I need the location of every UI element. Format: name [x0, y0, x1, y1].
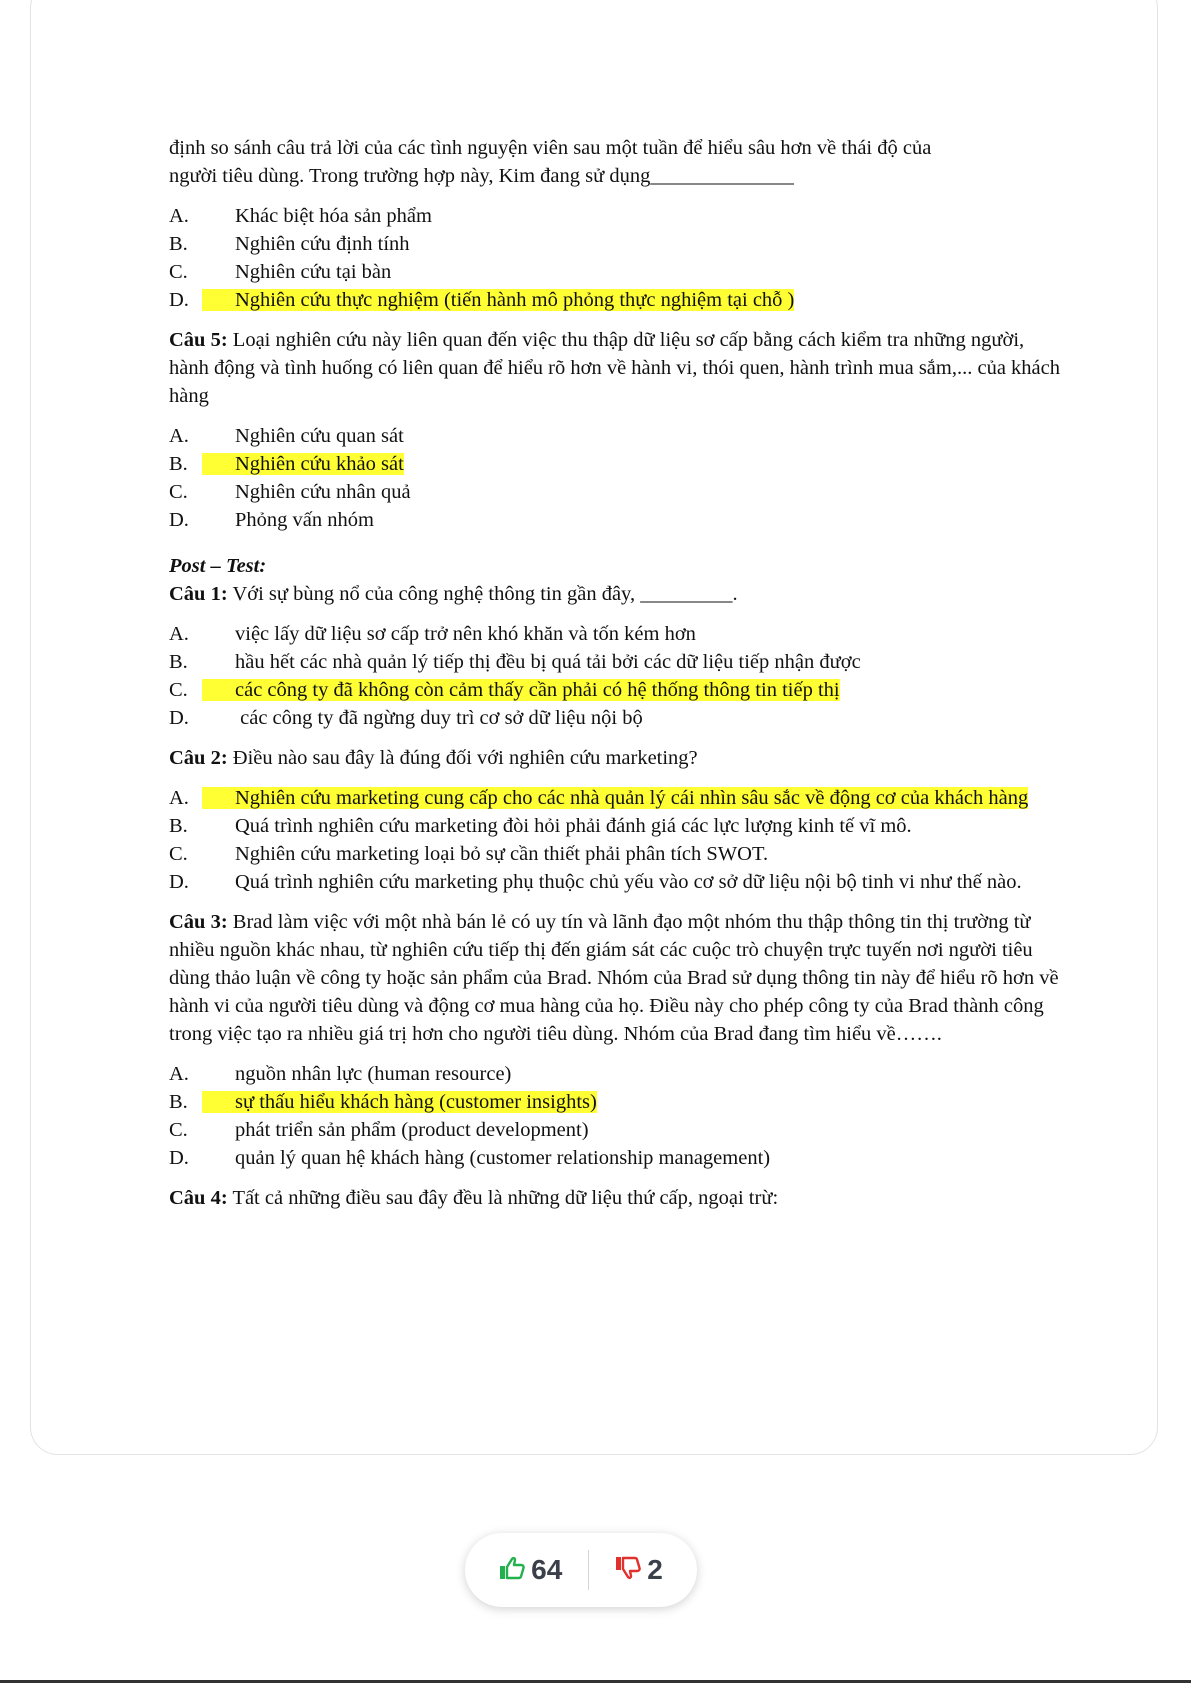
option-text: việc lấy dữ liệu sơ cấp trở nên khó khăn và tốn kém hơn	[235, 623, 696, 645]
document-text	[169, 134, 1069, 1212]
option-text: quản lý quan hệ khách hàng (customer relationship management)	[235, 1147, 771, 1169]
q4-options	[169, 202, 1069, 314]
pt-q3-options	[169, 1060, 1069, 1172]
q5-label: Câu 5:	[169, 329, 228, 351]
answer-option	[169, 230, 1069, 258]
answer-option	[169, 286, 1069, 314]
answer-option	[169, 784, 1069, 812]
option-letter: C.	[169, 1119, 188, 1141]
option-letter: B.	[169, 233, 188, 255]
option-letter: C.	[169, 481, 188, 503]
option-text: nguồn nhân lực (human resource)	[235, 1063, 512, 1085]
option-letter: C.	[169, 679, 188, 701]
dislike-button[interactable]	[615, 1554, 663, 1586]
q5-options	[169, 422, 1069, 534]
option-text: Quá trình nghiên cứu marketing phụ thuộc chủ yếu vào cơ sở dữ liệu nội bộ tinh vi như thế nào.	[235, 871, 1022, 893]
thumbs-up-icon	[499, 1556, 525, 1585]
answer-option	[169, 450, 1069, 478]
option-letter: A.	[169, 425, 189, 447]
pt-q2-question	[169, 744, 1069, 772]
option-text: Nghiên cứu marketing loại bỏ sự cần thiết phải phân tích SWOT.	[235, 843, 769, 865]
option-letter: A.	[169, 787, 189, 809]
option-text: các công ty đã không còn cảm thấy cần phải có hệ thống thông tin tiếp thị	[235, 679, 840, 701]
intro-line-2: người tiêu dùng. Trong trường hợp này, Kim đang sử dụng______________	[169, 165, 794, 187]
like-button[interactable]	[499, 1554, 562, 1586]
pt-q3-text: Brad làm việc với một nhà bán lẻ có uy tín và lãnh đạo một nhóm thu thập thông tin thị trường từ nhiều nguồn khác nhau, từ nghiên cứu tiếp thị đến giám sát các cuộc trò chuyện trực tuyến nơi người tiêu dùng thảo luận về công ty hoặc sản phẩm của Brad. Nhóm của Brad sử dụng thông tin này để hiểu rõ hơn về hành vi của người tiêu dùng và động cơ mua hàng của họ. Điều này cho phép công ty của Brad thành công trong việc tạo ra nhiều giá trị hơn cho người tiêu dùng. Nhóm của Brad đang tìm hiểu về…….	[169, 911, 1059, 1045]
answer-option	[169, 258, 1069, 286]
option-text: Khác biệt hóa sản phẩm	[235, 205, 432, 227]
option-text: Phỏng vấn nhóm	[235, 509, 374, 531]
vote-divider	[588, 1550, 589, 1590]
answer-option	[169, 648, 1069, 676]
option-text: Nghiên cứu marketing cung cấp cho các nhà quản lý cái nhìn sâu sắc về động cơ của khách hàng	[235, 787, 1029, 809]
pt-q3-label: Câu 3:	[169, 911, 228, 933]
answer-option	[169, 422, 1069, 450]
q5-text: Loại nghiên cứu này liên quan đến việc thu thập dữ liệu sơ cấp bằng cách kiểm tra những người, hành động và tình huống có liên quan để hiểu rõ hơn về hành vi, thói quen, hành trình mua sắm,... của khách hàng	[169, 329, 1060, 407]
option-letter: D.	[169, 707, 189, 729]
pt-q3-question	[169, 908, 1069, 1048]
option-text: Quá trình nghiên cứu marketing đòi hỏi phải đánh giá các lực lượng kinh tế vĩ mô.	[235, 815, 912, 837]
answer-option	[169, 506, 1069, 534]
bottom-rule	[0, 1680, 1191, 1683]
answer-option	[169, 1060, 1069, 1088]
option-letter: A.	[169, 623, 189, 645]
answer-option	[169, 1116, 1069, 1144]
option-letter: D.	[169, 509, 189, 531]
option-letter: D.	[169, 289, 189, 311]
option-text: Nghiên cứu quan sát	[235, 425, 404, 447]
option-letter: B.	[169, 1091, 188, 1113]
vote-bar	[465, 1533, 697, 1607]
pt-q1-question	[169, 580, 1069, 608]
pt-q1-text: Với sự bùng nổ của công nghệ thông tin gần đây, _________.	[232, 583, 738, 605]
pt-q2-options	[169, 784, 1069, 896]
option-text: Nghiên cứu định tính	[235, 233, 410, 255]
option-letter: D.	[169, 871, 189, 893]
option-letter: C.	[169, 843, 188, 865]
option-text: Nghiên cứu khảo sát	[235, 453, 404, 475]
answer-option	[169, 704, 1069, 732]
pt-q1-options	[169, 620, 1069, 732]
option-text: Nghiên cứu tại bàn	[235, 261, 392, 283]
answer-option	[169, 812, 1069, 840]
dislike-count: 2	[647, 1554, 663, 1585]
q5-question	[169, 326, 1069, 410]
answer-option	[169, 202, 1069, 230]
option-letter: B.	[169, 651, 188, 673]
pt-q1-label: Câu 1:	[169, 583, 228, 605]
post-test-title: Post – Test:	[169, 555, 267, 577]
pt-q4-text: Tất cả những điều sau đây đều là những dữ liệu thứ cấp, ngoại trừ:	[232, 1187, 779, 1209]
answer-option	[169, 1144, 1069, 1172]
option-letter: C.	[169, 261, 188, 283]
answer-option	[169, 1088, 1069, 1116]
option-text: Nghiên cứu thực nghiệm (tiến hành mô phỏng thực nghiệm tại chỗ )	[235, 289, 795, 311]
pt-q2-text: Điều nào sau đây là đúng đối với nghiên cứu marketing?	[232, 747, 698, 769]
answer-option	[169, 840, 1069, 868]
intro-line-1: định so sánh câu trả lời của các tình nguyện viên sau một tuần để hiểu sâu hơn về thái độ của	[169, 137, 932, 159]
like-count: 64	[531, 1554, 563, 1585]
option-text: các công ty đã ngừng duy trì cơ sở dữ liệu nội bộ	[235, 707, 643, 729]
option-letter: A.	[169, 205, 189, 227]
answer-option	[169, 868, 1069, 896]
answer-option	[169, 620, 1069, 648]
pt-q2-label: Câu 2:	[169, 747, 228, 769]
option-letter: B.	[169, 815, 188, 837]
answer-option	[169, 676, 1069, 704]
pt-q4-question	[169, 1184, 1069, 1212]
option-text: Nghiên cứu nhân quả	[235, 481, 411, 503]
option-text: sự thấu hiểu khách hàng (customer insights)	[235, 1091, 597, 1113]
thumbs-down-icon	[615, 1556, 641, 1585]
pt-q4-label: Câu 4:	[169, 1187, 228, 1209]
answer-option	[169, 478, 1069, 506]
option-letter: A.	[169, 1063, 189, 1085]
option-text: hầu hết các nhà quản lý tiếp thị đều bị quá tải bởi các dữ liệu tiếp nhận được	[235, 651, 861, 673]
option-letter: D.	[169, 1147, 189, 1169]
option-text: phát triển sản phẩm (product development)	[235, 1119, 589, 1141]
option-letter: B.	[169, 453, 188, 475]
